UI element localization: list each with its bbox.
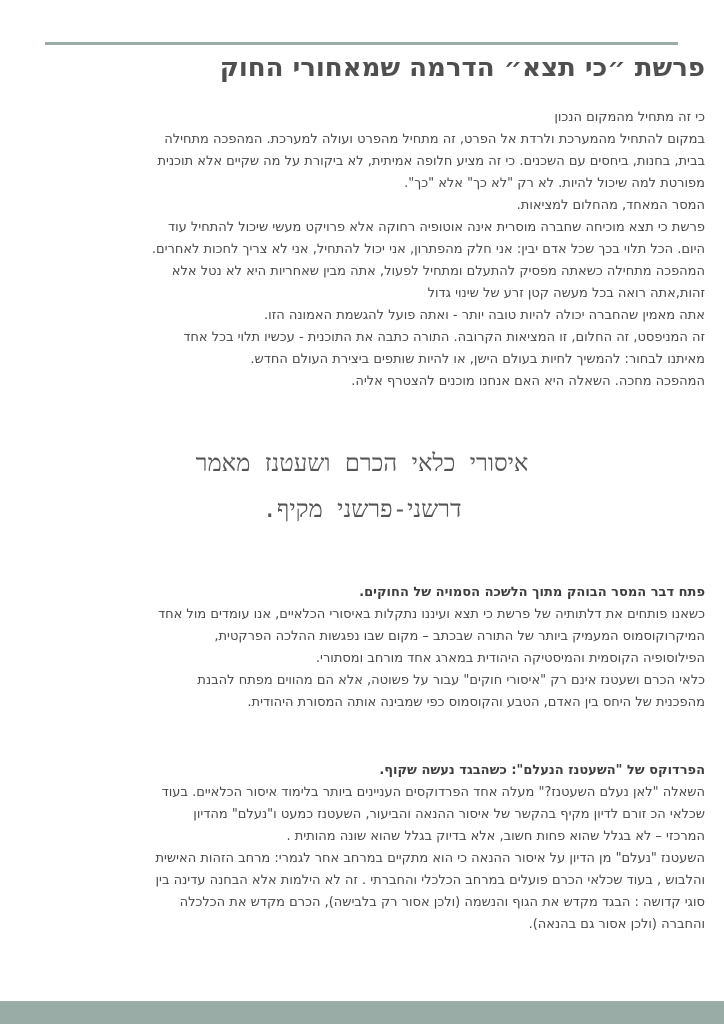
text-line: המהפכה מחכה. השאלה היא האם אנחנו מוכנים להצטרף אליה. <box>351 374 705 389</box>
text-line: המיקרוקוסמוס המעמיק ביותר של התורה שבכתב – מקום שבו נפגשות ההלכה הפרקטית, <box>214 629 705 644</box>
intro-paragraph <box>45 107 705 393</box>
text-line: המרכזי – לא בגלל שהוא פחות חשוב, אלא בדיוק בגלל שהוא שונה מהותית . <box>286 829 705 844</box>
top-divider <box>45 42 678 45</box>
text-line: כשאנו פותחים את דלתותיה של פרשת כי תצא ועיננו נתקלות באיסורי הכלאיים, אנו עומדים מול אחד <box>158 607 705 622</box>
text-line: זהות,אתה רואה בכל מעשה קטן זרע של שינוי גדול <box>427 286 705 301</box>
text-line: זה המניפסט, זה החלום, זו המציאות הקרובה. התורה כתבה את התוכנית - עכשיו תלוי בכל אחד <box>183 330 705 345</box>
text-line: השאלה "לאן נעלם השעטנז?" מעלה אחד הפרדוקסים העניינים ביותר בלימוד איסור הכלאיים. בעוד <box>161 785 705 800</box>
text-line: המסר המאחד, מהחלום למציאות. <box>516 198 705 213</box>
text-line: כי זה מתחיל מהמקום הנכון <box>554 110 705 125</box>
text-line: השעטנז "נעלם" מן הדיון על איסור ההנאה כי הוא מתקיים במרחב אחר לגמרי: מרחב הזהות האישית <box>155 851 705 866</box>
section-heading: הפרדוקס של "השעטנז הנעלם": כשהבגד נעשה שקוף. <box>379 763 705 778</box>
text-line: אתה מאמין שהחברה יכולה להיות טובה יותר - ואתה פועל להגשמת האמונה הזו. <box>264 308 705 323</box>
section-opening <box>45 582 705 714</box>
article-heading <box>40 440 684 532</box>
text-line: שכלאי הכ זורם לדיון מקיף בהקשר של איסור ההנאה והביעור, השעטנז כמעט ו"נעלם" מהדיון <box>193 807 705 822</box>
text-line: והחברה (ולכן אסור גם בהנאה). <box>528 917 705 932</box>
text-line: כלאי הכרם ושעטנז אינם רק "איסורי חוקים" עבור על פשוטה, אלא הם מהווים מפתח להבנת <box>197 673 705 688</box>
footer-bar <box>0 1001 724 1024</box>
text-line: המהפכה מתחילה כשאתה מפסיק להתעלם ומתחיל לפעול, אתה מבין שאחריות היא לא נטל אלא <box>171 264 705 279</box>
text-line: מפורטת למה שיכול להיות. לא רק "לא כך" אלא "כך". <box>404 176 705 191</box>
text-line: מהפכנית של היחס בין האדם, הטבע והקוסמוס כפי שמבינה אותה המסורת היהודית. <box>247 695 705 710</box>
text-line: והלבוש , בעוד שכלאי הכרם פועלים במרחב הכלכלי והחברתי . זה לא הילמות אלא הבחנה עדינה בין <box>155 873 705 888</box>
article-heading-line: דרשני-פרשני מקיף. <box>262 495 462 523</box>
text-line: סוגי קדושה : הבגד מקדש את הגוף והנשמה (ולכן אסור רק בלבישה), הכרם מקדש את הכלכלה <box>179 895 705 910</box>
text-line: היום. הכל תלוי בכך שכל אדם יבין: אני חלק מהפתרון, אני יכול להתחיל, אני לא צריך לחכות לאחרים. <box>151 242 705 257</box>
section-heading: פתח דבר המסר הבוהק מתוך הלשכה הסמויה של החוקים. <box>359 585 705 600</box>
text-line: הפילוסופיה הקוסמית והמיסטיקה היהודית במארג אחד מורחב ומסתורי. <box>315 651 705 666</box>
text-line: במקום להתחיל מהמערכת ולרדת אל הפרט, זה מתחיל מהפרט ועולה למערכת. המהפכה מתחילה <box>164 132 705 147</box>
text-line: מאיתנו לבחור: להמשיך לחיות בעולם הישן, או להיות שותפים ביצירת העולם החדש. <box>250 352 705 367</box>
page-title: פרשת ״כי תצא״ הדרמה שמאחורי החוק <box>219 53 705 83</box>
text-line: בבית, בחנות, ביחסים עם השכנים. כי זה מציע חלופה אמיתית, לא ביקורת על מה שקיים אלא תוכנית <box>157 154 705 169</box>
section-paradox <box>45 760 705 936</box>
article-heading-line: איסורי כלאי הכרם ושעטנז מאמר <box>195 449 529 477</box>
text-line: פרשת כי תצא מוכיחה שחברה מוסרית אינה אוטופיה רחוקה אלא פרויקט מעשי שיכול להתחיל עוד <box>167 220 705 235</box>
